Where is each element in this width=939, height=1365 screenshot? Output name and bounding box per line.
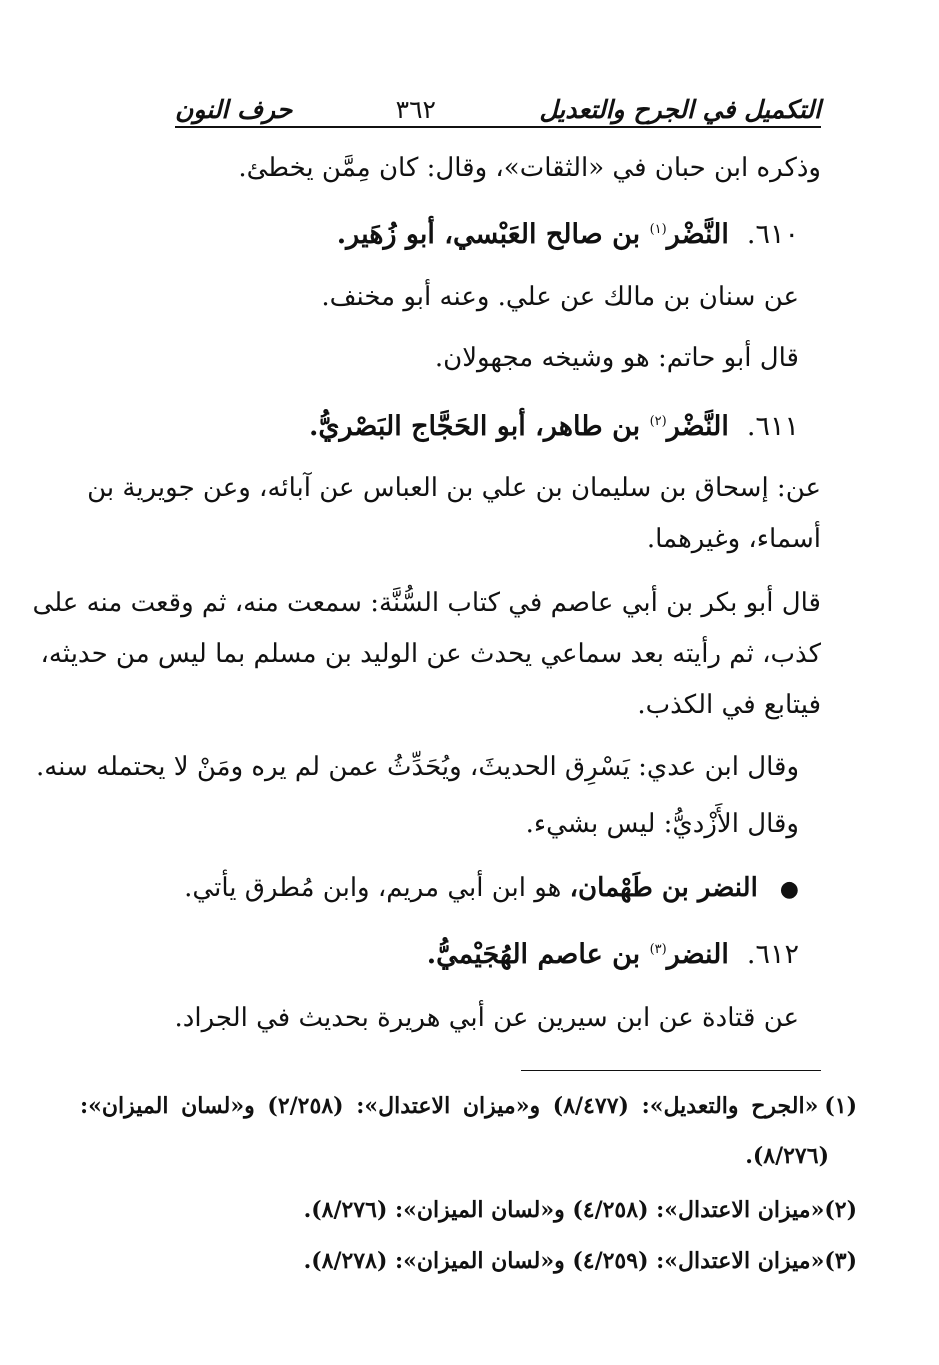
footnote-marker: (١) — [649, 222, 667, 237]
footnote-text: «الجرح والتعديل»: (٨/٤٧٧) و«ميزان الاعتدال»: (٢/٢٥٨) و«لسان الميزان»: — [80, 1093, 819, 1119]
text-line: وقال الأَزْديُّ: ليس بشيء. — [525, 809, 799, 839]
entry-611-heading — [309, 402, 799, 447]
entry-610-heading — [337, 210, 799, 255]
footnote-number: (١) — [824, 1093, 857, 1119]
footnote-1-continued: (٨/٢٧٦). — [745, 1143, 829, 1169]
entry-name: النضر — [666, 939, 729, 970]
section-title: حرف النون — [175, 95, 293, 124]
book-title: التكميل في الجرح والتعديل — [539, 95, 821, 124]
bullet-icon: ● — [779, 877, 799, 902]
text-line: عن قتادة عن ابن سيرين عن أبي هريرة بحديث في الجراد. — [174, 1003, 799, 1033]
page-number: ٣٦٢ — [395, 95, 436, 124]
text-line: فيتابع في الكذب. — [637, 690, 821, 720]
text-line: عن سنان بن مالك عن علي. وعنه أبو مخنف. — [321, 282, 799, 312]
text-line: وذكره ابن حبان في «الثقات»، وقال: كان مِمَّن يخطئ. — [238, 153, 821, 183]
text-line: قال أبو بكر بن أبي عاصم في كتاب السُّنَّة: سمعت منه، ثم وقعت منه على — [32, 588, 821, 618]
entry-number: ٦١١. — [746, 411, 799, 442]
footnote-2: (٢)«ميزان الاعتدال»: (٤/٢٥٨) و«لسان الميزان»: (٨/٢٧٦). — [303, 1197, 857, 1223]
entry-612-heading — [427, 930, 799, 975]
entry-name-rest: بن صالح العَبْسي، أبو زُهَير. — [336, 219, 641, 250]
text-line: كذب، ثم رأيته بعد سماعي يحدث عن الوليد بن مسلم بما ليس من حديثه، — [40, 639, 821, 669]
cross-reference-item — [184, 868, 799, 910]
entry-name: النَّضْر — [666, 411, 729, 442]
footnote-separator — [521, 1070, 821, 1071]
page-header — [175, 80, 821, 128]
bullet-name: النضر بن طَهْمان، — [569, 873, 758, 903]
footnote-marker: (٢) — [649, 414, 667, 429]
footnote-3: (٣)«ميزان الاعتدال»: (٤/٢٥٩) و«لسان الميزان»: (٨/٢٧٨). — [303, 1248, 857, 1274]
text-line: أسماء، وغيرهما. — [646, 524, 821, 554]
entry-number: ٦١٢. — [746, 939, 799, 970]
bullet-text: هو ابن أبي مريم، وابن مُطرق يأتي. — [184, 873, 562, 903]
entry-number: ٦١٠. — [746, 219, 799, 250]
text-line: قال أبو حاتم: هو وشيخه مجهولان. — [434, 343, 799, 373]
footnote-1 — [80, 1088, 857, 1124]
entry-name-rest: بن طاهر، أبو الحَجَّاج البَصْريُّ. — [308, 411, 641, 442]
footnote-marker: (٣) — [649, 942, 667, 957]
entry-name-rest: بن عاصم الهُجَيْميُّ. — [426, 939, 641, 970]
entry-name: النَّضْر — [666, 219, 729, 250]
text-line: عن: إسحاق بن سليمان بن علي بن العباس عن آبائه، وعن جويرية بن — [87, 473, 821, 503]
text-line: وقال ابن عدي: يَسْرِق الحديثَ، ويُحَدِّثُ عمن لم يره ومَنْ لا يحتمله سنه. — [35, 752, 799, 782]
